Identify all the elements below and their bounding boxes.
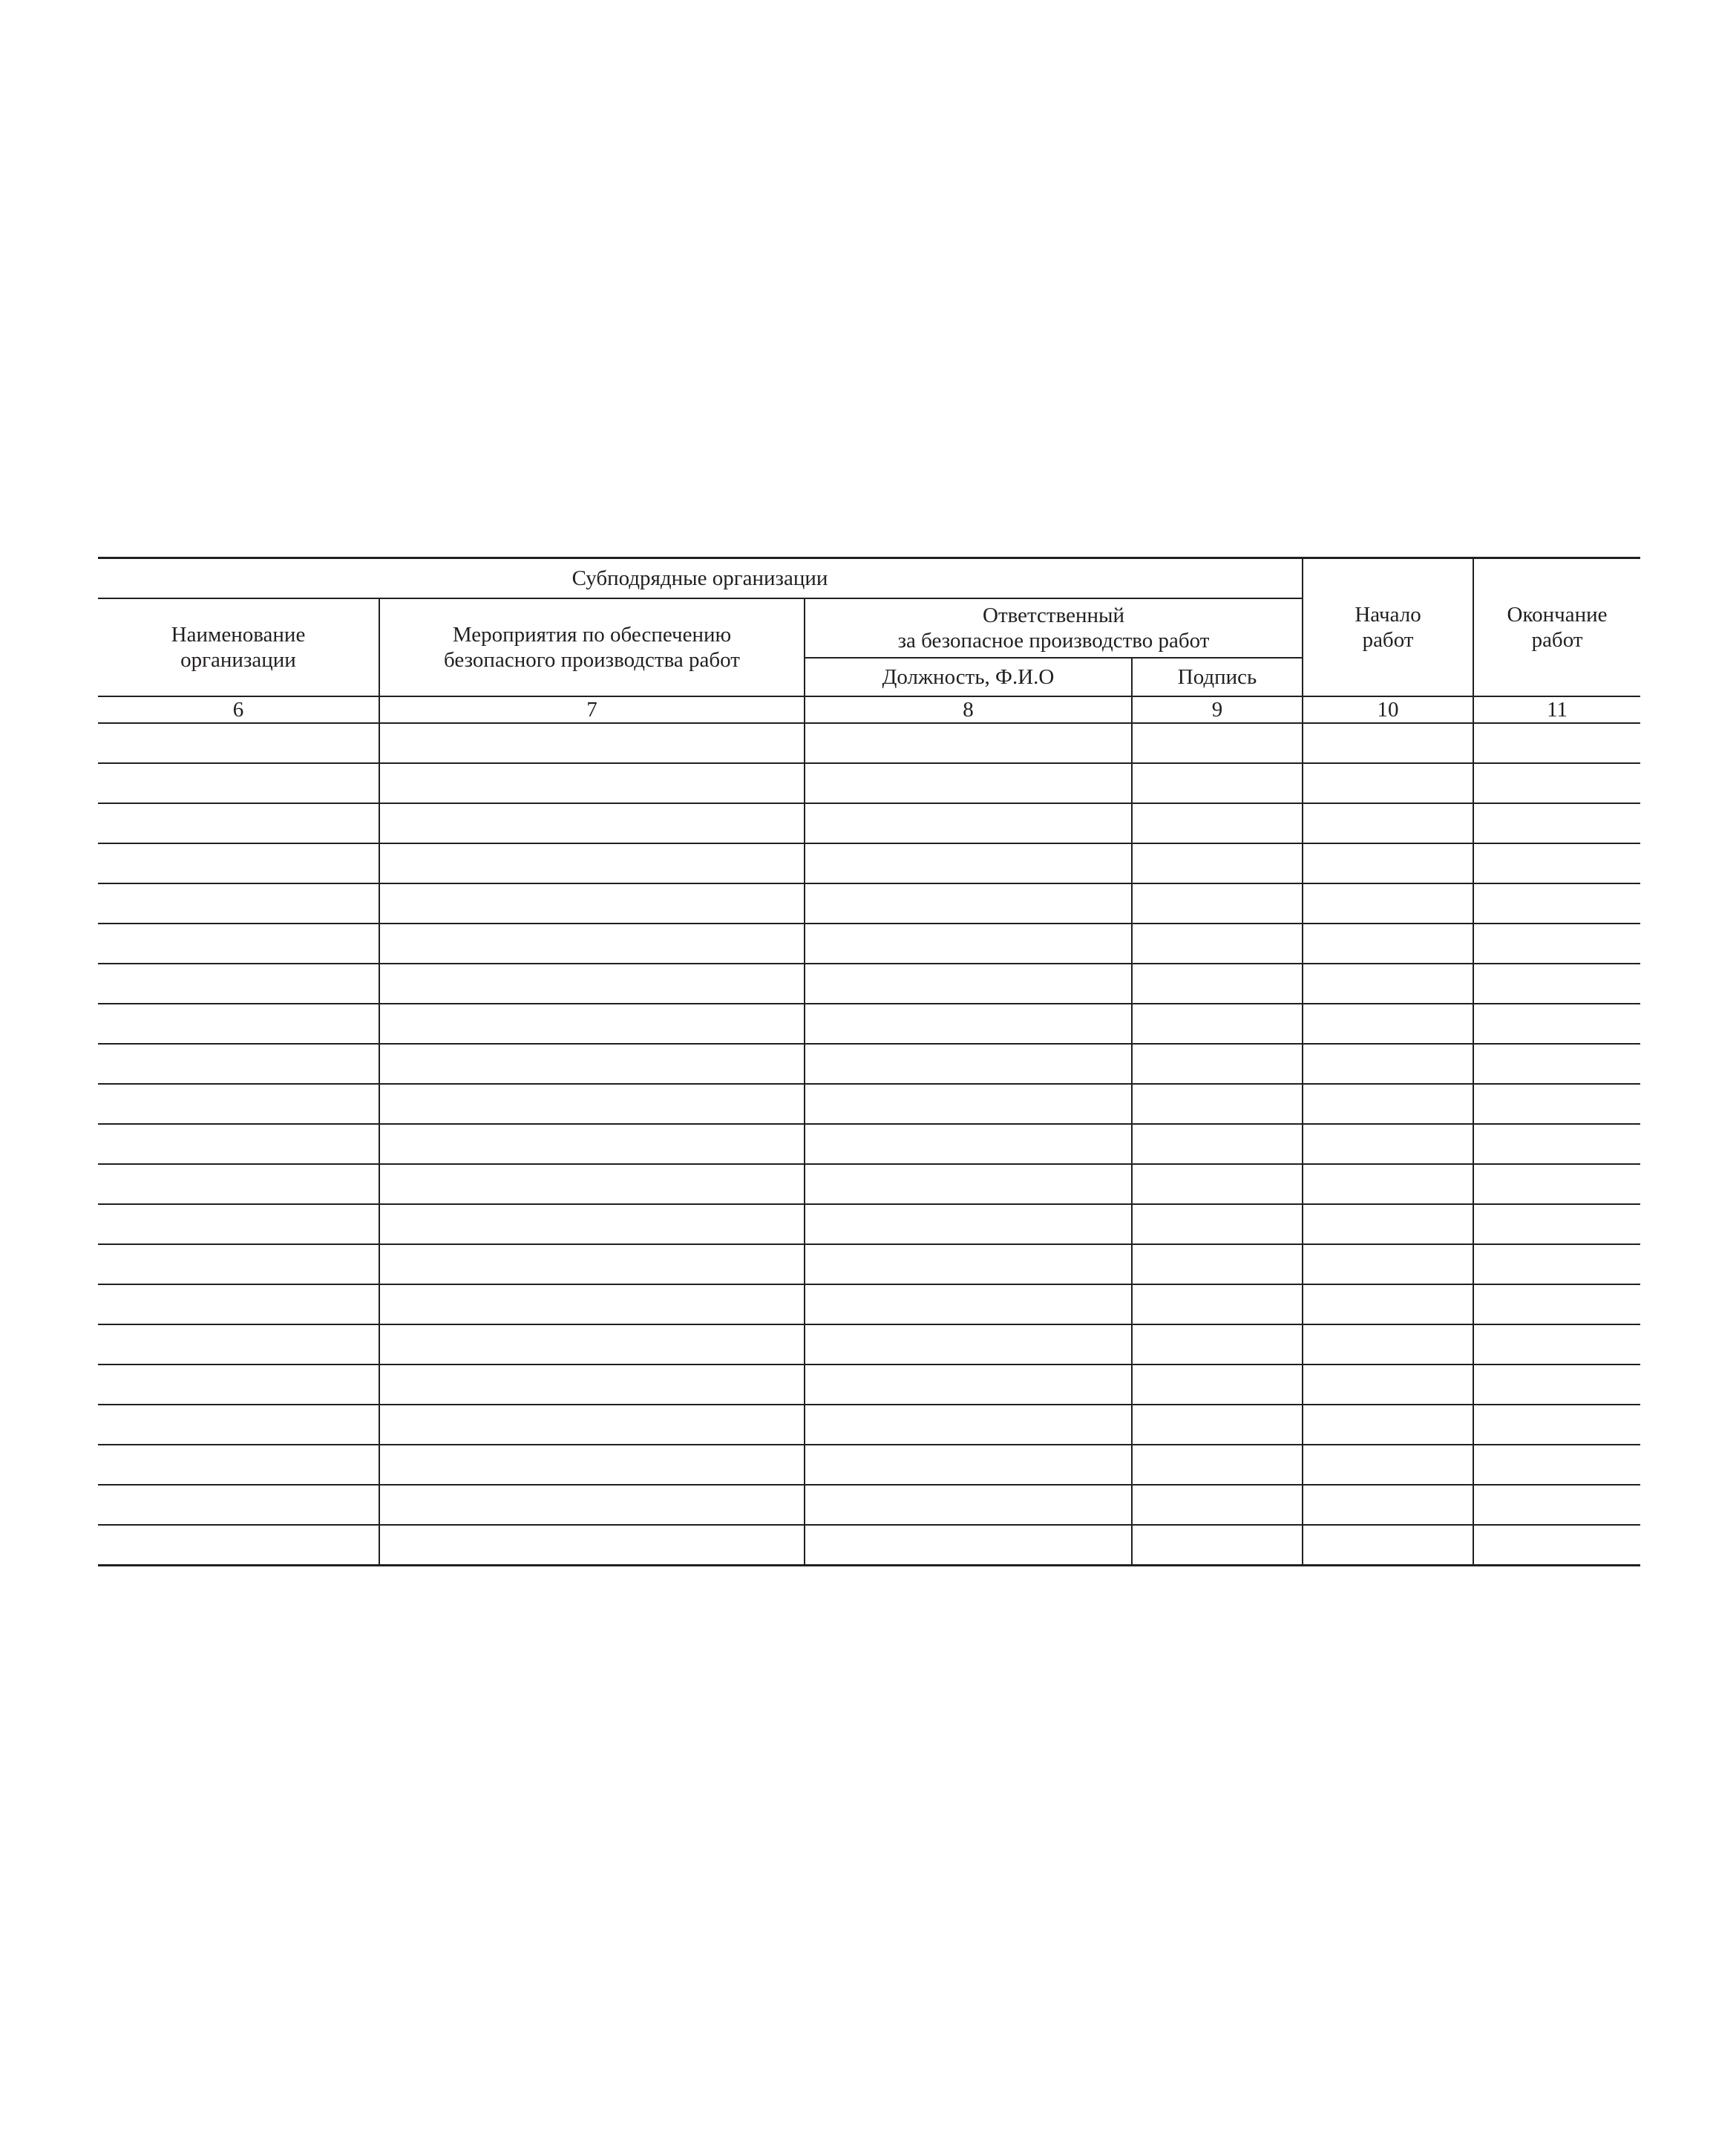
cell-safety-measures[interactable]	[379, 1364, 805, 1405]
table-row	[98, 1324, 1640, 1364]
cell-safety-measures[interactable]	[379, 843, 805, 883]
cell-position-name[interactable]	[805, 924, 1132, 964]
cell-end[interactable]	[1473, 1244, 1640, 1284]
cell-start[interactable]	[1303, 1084, 1473, 1124]
header-safety-measures	[379, 598, 805, 696]
cell-end[interactable]	[1473, 763, 1640, 803]
cell-signature[interactable]	[1132, 1044, 1303, 1084]
cell-signature[interactable]	[1132, 1405, 1303, 1445]
cell-start[interactable]	[1303, 1525, 1473, 1566]
cell-org-name[interactable]	[98, 1244, 379, 1284]
table-row	[98, 1284, 1640, 1324]
cell-start[interactable]	[1303, 1284, 1473, 1324]
cell-org-name[interactable]	[98, 1124, 379, 1164]
cell-position-name[interactable]	[805, 1044, 1132, 1084]
cell-org-name[interactable]	[98, 1004, 379, 1044]
table-row	[98, 1084, 1640, 1124]
cell-safety-measures[interactable]	[379, 883, 805, 924]
cell-signature[interactable]	[1132, 1244, 1303, 1284]
cell-signature[interactable]	[1132, 1084, 1303, 1124]
cell-start[interactable]	[1303, 803, 1473, 843]
cell-signature[interactable]	[1132, 924, 1303, 964]
table-row	[98, 883, 1640, 924]
cell-end[interactable]	[1473, 1084, 1640, 1124]
column-number-row	[98, 696, 1640, 723]
cell-start[interactable]	[1303, 843, 1473, 883]
cell-end[interactable]	[1473, 1004, 1640, 1044]
table-row	[98, 1244, 1640, 1284]
header-signature	[1132, 658, 1303, 696]
cell-safety-measures[interactable]	[379, 964, 805, 1004]
cell-org-name[interactable]	[98, 1405, 379, 1445]
cell-start[interactable]	[1303, 1164, 1473, 1204]
cell-end[interactable]	[1473, 1204, 1640, 1244]
cell-position-name[interactable]	[805, 1525, 1132, 1566]
cell-end[interactable]	[1473, 1164, 1640, 1204]
cell-org-name[interactable]	[98, 924, 379, 964]
cell-position-name[interactable]	[805, 723, 1132, 763]
cell-safety-measures[interactable]	[379, 1204, 805, 1244]
cell-safety-measures[interactable]	[379, 1004, 805, 1044]
cell-start[interactable]	[1303, 1204, 1473, 1244]
cell-org-name[interactable]	[98, 1084, 379, 1124]
table-row	[98, 1445, 1640, 1485]
cell-start[interactable]	[1303, 763, 1473, 803]
header-org-name-label: Наименование организации	[171, 623, 306, 672]
table-row	[98, 1405, 1640, 1445]
cell-signature[interactable]	[1132, 1485, 1303, 1525]
cell-end[interactable]	[1473, 1525, 1640, 1566]
subcontractor-journal-table	[98, 557, 1640, 1566]
cell-signature[interactable]	[1132, 1004, 1303, 1044]
cell-signature[interactable]	[1132, 1284, 1303, 1324]
cell-end[interactable]	[1473, 883, 1640, 924]
cell-end[interactable]	[1473, 723, 1640, 763]
cell-safety-measures[interactable]	[379, 1124, 805, 1164]
column-number: 6	[98, 696, 379, 723]
cell-signature[interactable]	[1132, 1525, 1303, 1566]
table-row	[98, 964, 1640, 1004]
column-number: 7	[379, 696, 805, 723]
table-row	[98, 1004, 1640, 1044]
cell-signature[interactable]	[1132, 1324, 1303, 1364]
table-row	[98, 803, 1640, 843]
cell-org-name[interactable]	[98, 1525, 379, 1566]
cell-org-name[interactable]	[98, 1284, 379, 1324]
cell-start[interactable]	[1303, 1445, 1473, 1485]
cell-position-name[interactable]	[805, 964, 1132, 1004]
cell-safety-measures[interactable]	[379, 1044, 805, 1084]
cell-position-name[interactable]	[805, 1324, 1132, 1364]
cell-safety-measures[interactable]	[379, 1244, 805, 1284]
cell-start[interactable]	[1303, 1124, 1473, 1164]
cell-start[interactable]	[1303, 1244, 1473, 1284]
header-org-name	[98, 598, 379, 696]
cell-signature[interactable]	[1132, 1164, 1303, 1204]
column-number: 9	[1132, 696, 1303, 723]
cell-end[interactable]	[1473, 1405, 1640, 1445]
cell-end[interactable]	[1473, 803, 1640, 843]
cell-start[interactable]	[1303, 964, 1473, 1004]
column-number: 10	[1303, 696, 1473, 723]
cell-safety-measures[interactable]	[379, 1445, 805, 1485]
table-row	[98, 763, 1640, 803]
cell-org-name[interactable]	[98, 723, 379, 763]
cell-org-name[interactable]	[98, 803, 379, 843]
table-row	[98, 1164, 1640, 1204]
cell-position-name[interactable]	[805, 763, 1132, 803]
cell-position-name[interactable]	[805, 883, 1132, 924]
cell-safety-measures[interactable]	[379, 803, 805, 843]
cell-position-name[interactable]	[805, 1124, 1132, 1164]
header-position-name-label: Должность, Ф.И.О	[882, 665, 1055, 689]
cell-signature[interactable]	[1132, 1124, 1303, 1164]
cell-position-name[interactable]	[805, 1084, 1132, 1124]
cell-org-name[interactable]	[98, 1044, 379, 1084]
cell-start[interactable]	[1303, 1004, 1473, 1044]
header-safety-measures-label: Мероприятия по обеспечению безопасного производства работ	[444, 623, 740, 672]
cell-position-name[interactable]	[805, 1204, 1132, 1244]
cell-org-name[interactable]	[98, 1485, 379, 1525]
cell-position-name[interactable]	[805, 1405, 1132, 1445]
header-end	[1473, 558, 1640, 697]
cell-signature[interactable]	[1132, 883, 1303, 924]
cell-org-name[interactable]	[98, 964, 379, 1004]
cell-org-name[interactable]	[98, 1364, 379, 1405]
cell-position-name[interactable]	[805, 803, 1132, 843]
cell-position-name[interactable]	[805, 1485, 1132, 1525]
cell-end[interactable]	[1473, 1485, 1640, 1525]
cell-safety-measures[interactable]	[379, 1485, 805, 1525]
cell-end[interactable]	[1473, 1364, 1640, 1405]
table-row	[98, 723, 1640, 763]
column-number: 8	[805, 696, 1132, 723]
cell-position-name[interactable]	[805, 1164, 1132, 1204]
header-signature-label: Подпись	[1177, 665, 1257, 689]
cell-position-name[interactable]	[805, 1284, 1132, 1324]
table-row	[98, 843, 1640, 883]
cell-signature[interactable]	[1132, 1364, 1303, 1405]
header-end-label: Окончание работ	[1507, 603, 1608, 652]
cell-org-name[interactable]	[98, 843, 379, 883]
header-responsible	[805, 598, 1303, 658]
cell-end[interactable]	[1473, 1284, 1640, 1324]
cell-org-name[interactable]	[98, 763, 379, 803]
cell-signature[interactable]	[1132, 843, 1303, 883]
cell-safety-measures[interactable]	[379, 723, 805, 763]
cell-position-name[interactable]	[805, 1445, 1132, 1485]
cell-safety-measures[interactable]	[379, 1284, 805, 1324]
table-row	[98, 1485, 1640, 1525]
cell-start[interactable]	[1303, 1044, 1473, 1084]
cell-end[interactable]	[1473, 924, 1640, 964]
table-row	[98, 1204, 1640, 1244]
header-start-label: Начало работ	[1355, 603, 1421, 652]
header-subcontractors-label: Субподрядные организации	[571, 566, 828, 590]
cell-signature[interactable]	[1132, 723, 1303, 763]
cell-signature[interactable]	[1132, 803, 1303, 843]
cell-org-name[interactable]	[98, 1204, 379, 1244]
cell-org-name[interactable]	[98, 1445, 379, 1485]
cell-start[interactable]	[1303, 723, 1473, 763]
cell-signature[interactable]	[1132, 1204, 1303, 1244]
cell-org-name[interactable]	[98, 1324, 379, 1364]
header-start	[1303, 558, 1473, 697]
cell-start[interactable]	[1303, 1405, 1473, 1445]
cell-position-name[interactable]	[805, 1004, 1132, 1044]
cell-start[interactable]	[1303, 1364, 1473, 1405]
header-subcontractors	[98, 558, 1303, 599]
cell-signature[interactable]	[1132, 763, 1303, 803]
cell-signature[interactable]	[1132, 1445, 1303, 1485]
cell-safety-measures[interactable]	[379, 1405, 805, 1445]
header-responsible-label: Ответственный за безопасное производство работ	[897, 604, 1210, 653]
cell-end[interactable]	[1473, 1445, 1640, 1485]
cell-position-name[interactable]	[805, 1244, 1132, 1284]
table-row	[98, 1044, 1640, 1084]
cell-start[interactable]	[1303, 924, 1473, 964]
column-number: 11	[1473, 696, 1640, 723]
cell-start[interactable]	[1303, 883, 1473, 924]
cell-position-name[interactable]	[805, 843, 1132, 883]
cell-end[interactable]	[1473, 843, 1640, 883]
table-row	[98, 1124, 1640, 1164]
cell-signature[interactable]	[1132, 964, 1303, 1004]
cell-start[interactable]	[1303, 1485, 1473, 1525]
cell-end[interactable]	[1473, 1044, 1640, 1084]
cell-safety-measures[interactable]	[379, 1525, 805, 1566]
cell-end[interactable]	[1473, 1324, 1640, 1364]
cell-safety-measures[interactable]	[379, 1324, 805, 1364]
header-position-name	[805, 658, 1132, 696]
cell-safety-measures[interactable]	[379, 1164, 805, 1204]
cell-position-name[interactable]	[805, 1364, 1132, 1405]
cell-safety-measures[interactable]	[379, 924, 805, 964]
cell-end[interactable]	[1473, 1124, 1640, 1164]
cell-start[interactable]	[1303, 1324, 1473, 1364]
table-row	[98, 924, 1640, 964]
table-row	[98, 1364, 1640, 1405]
table-row	[98, 1525, 1640, 1566]
cell-safety-measures[interactable]	[379, 1084, 805, 1124]
cell-end[interactable]	[1473, 964, 1640, 1004]
cell-org-name[interactable]	[98, 1164, 379, 1204]
cell-safety-measures[interactable]	[379, 763, 805, 803]
cell-org-name[interactable]	[98, 883, 379, 924]
